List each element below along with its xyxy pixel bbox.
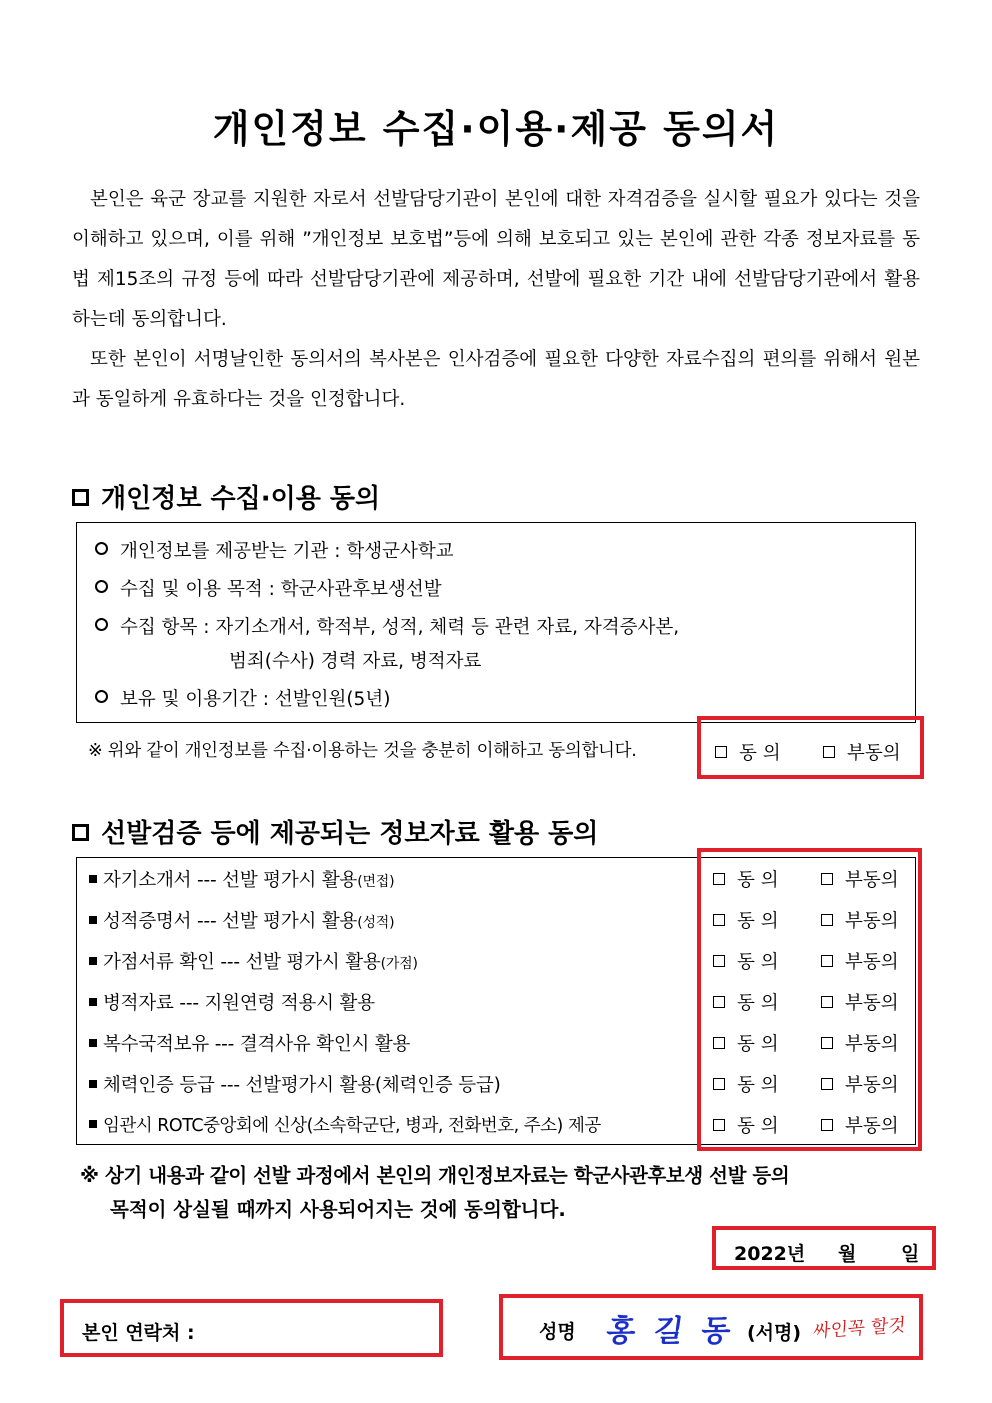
name-value: 홍 길 동 — [604, 1314, 737, 1349]
table-row: 체력인증 등급 --- 선발평가시 활용(체력인증 등급) 동 의 부동의 — [77, 1063, 917, 1104]
final-consent-note: ※ 상기 내용과 같이 선발 과정에서 본인의 개인정보자료는 학군사관후보생 선발 등의 목적이 상실될 때까지 사용되어지는 것에 동의합니다. — [80, 1164, 790, 1221]
circle-bullet-icon — [95, 580, 108, 593]
list-item: 개인정보를 제공받는 기관 : 학생군사학교 — [95, 537, 454, 563]
agree-option[interactable]: 동 의 — [715, 739, 781, 765]
disagree-option[interactable]: 부동의 — [821, 1112, 899, 1138]
disagree-option[interactable]: 부동의 — [821, 907, 899, 933]
agree-option[interactable]: 동 의 — [713, 1030, 779, 1056]
table-row: 병적자료 --- 지원연령 적용시 활용 동 의 부동의 — [77, 981, 917, 1022]
square-bullet-icon — [89, 957, 97, 965]
contact-label: 본인 연락처 : — [82, 1322, 195, 1344]
table-row: 가점서류 확인 --- 선발 평가시 활용(가점) 동 의 부동의 — [77, 940, 917, 981]
checkbox-icon[interactable] — [823, 746, 835, 758]
document-title: 개인정보 수집·이용·제공 동의서 — [212, 107, 780, 151]
table-row: 복수국적보유 --- 결격사유 확인시 활용 동 의 부동의 — [77, 1022, 917, 1063]
circle-bullet-icon — [95, 690, 108, 703]
section1-box — [76, 522, 916, 723]
list-item-continuation: 범죄(수사) 경력 자료, 병적자료 — [229, 651, 482, 672]
square-bullet-icon — [89, 998, 97, 1006]
square-bullet-icon — [89, 1080, 97, 1088]
list-item: 보유 및 이용기간 : 선발인원(5년) — [95, 685, 390, 711]
list-item: 수집 항목 : 자기소개서, 학적부, 성적, 체력 등 관련 자료, 자격증사본, — [95, 613, 679, 639]
section1-choice-highlight — [697, 716, 924, 779]
date-year: 2022년 — [734, 1243, 806, 1265]
square-bullet-icon — [72, 824, 89, 841]
date-month: 월 — [838, 1243, 857, 1265]
disagree-option[interactable]: 부동의 — [823, 739, 901, 765]
name-label: 성명 — [539, 1321, 576, 1343]
date-day: 일 — [901, 1243, 920, 1265]
signature-box[interactable] — [499, 1294, 923, 1360]
intro-paragraph-1: 본인은 육군 장교를 지원한 자로서 선발담당기관이 본인에 대한 자격검증을 실시할 필요가 있다는 것을 이해하고 있으며, 이를 위해 ”개인정보 보호법”등에 의해 보호되고 있는 본인에 관한 각종 정보자료를 동법 제15조의 규정 등에 따라 선발담당기관에 제공하며, 선발에 필요한 기간 내에 선발담당기관에서 활용하는데 동의합니다. — [72, 189, 920, 330]
disagree-option[interactable]: 부동의 — [821, 948, 899, 974]
circle-bullet-icon — [95, 542, 108, 555]
sign-note: 싸인꼭 할것 — [812, 1314, 907, 1343]
square-bullet-icon — [72, 489, 89, 506]
disagree-option[interactable]: 부동의 — [821, 866, 899, 892]
section1-heading: 개인정보 수집·이용 동의 — [72, 478, 380, 515]
agree-option[interactable]: 동 의 — [713, 1071, 779, 1097]
section1-consent-note: ※ 위와 같이 개인정보를 수집·이용하는 것을 충분히 이해하고 동의합니다. — [88, 741, 637, 761]
intro-paragraph-2: 또한 본인이 서명날인한 동의서의 복사본은 인사검증에 필요한 다양한 자료수집의 편의를 위해서 원본과 동일하게 유효하다는 것을 인정합니다. — [72, 349, 920, 410]
square-bullet-icon — [89, 1039, 97, 1047]
disagree-option[interactable]: 부동의 — [821, 1030, 899, 1056]
agree-option[interactable]: 동 의 — [713, 907, 779, 933]
agree-option[interactable]: 동 의 — [713, 1112, 779, 1138]
table-row: 성적증명서 --- 선발 평가시 활용(성적) 동 의 부동의 — [77, 899, 917, 940]
table-row: 자기소개서 --- 선발 평가시 활용(면접) 동 의 부동의 — [77, 858, 917, 899]
agree-option[interactable]: 동 의 — [713, 989, 779, 1015]
square-bullet-icon — [89, 875, 97, 883]
disagree-option[interactable]: 부동의 — [821, 1071, 899, 1097]
intro-text — [72, 180, 920, 420]
table-row: 임관시 ROTC중앙회에 신상(소속학군단, 병과, 전화번호, 주소) 제공 동 의 부동의 — [77, 1104, 917, 1145]
disagree-option[interactable]: 부동의 — [821, 989, 899, 1015]
contact-field[interactable] — [60, 1299, 443, 1357]
circle-bullet-icon — [95, 618, 108, 631]
square-bullet-icon — [89, 916, 97, 924]
square-bullet-icon — [89, 1120, 97, 1128]
agree-option[interactable]: 동 의 — [713, 948, 779, 974]
section2-heading: 선발검증 등에 제공되는 정보자료 활용 동의 — [72, 813, 598, 850]
section2-choice-highlight — [697, 848, 922, 1151]
checkbox-icon[interactable] — [715, 746, 727, 758]
date-field[interactable] — [712, 1226, 936, 1270]
sign-label: (서명) — [747, 1322, 802, 1344]
agree-option[interactable]: 동 의 — [713, 866, 779, 892]
list-item: 수집 및 이용 목적 : 학군사관후보생선발 — [95, 575, 442, 601]
